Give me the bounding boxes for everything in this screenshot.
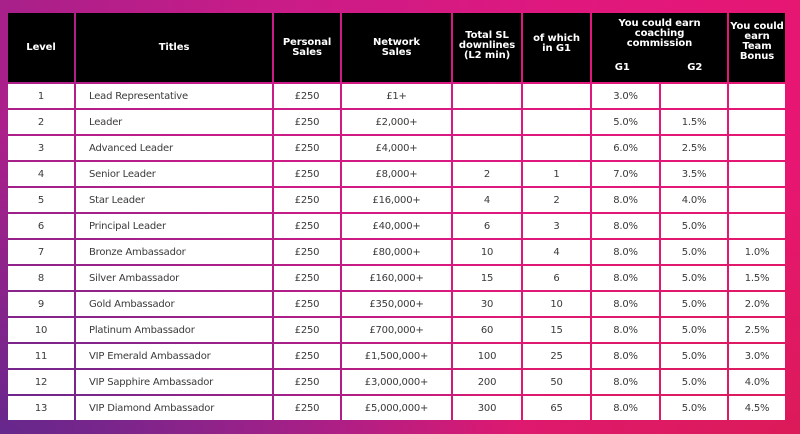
cell-total-sl: 200: [453, 370, 521, 394]
cell-network-sales: £5,000,000+: [342, 396, 451, 420]
header-g2: G2: [687, 62, 703, 73]
cell-total-sl: [453, 136, 521, 160]
cell-team-bonus: [729, 214, 785, 238]
header-coaching-label: You could earn coaching commission: [618, 18, 701, 49]
cell-level: 12: [8, 370, 74, 394]
cell-network-sales: £1,500,000+: [342, 344, 451, 368]
header-personal-sales: [274, 13, 340, 82]
table-row: [8, 292, 785, 316]
cell-personal-sales: £250: [274, 266, 340, 290]
cell-personal-sales: £250: [274, 162, 340, 186]
cell-personal-sales: £250: [274, 136, 340, 160]
cell-g2-commission: 2.5%: [661, 136, 727, 160]
cell-personal-sales: £250: [274, 110, 340, 134]
cell-total-sl: [453, 84, 521, 108]
cell-level: 10: [8, 318, 74, 342]
cell-network-sales: £700,000+: [342, 318, 451, 342]
cell-team-bonus: 4.5%: [729, 396, 785, 420]
cell-total-sl: 10: [453, 240, 521, 264]
table-row: [8, 318, 785, 342]
cell-network-sales: £2,000+: [342, 110, 451, 134]
cell-personal-sales: £250: [274, 84, 340, 108]
header-in-g1-label: of which in G1: [533, 32, 580, 54]
header-in-g1: [523, 13, 590, 82]
cell-team-bonus: [729, 110, 785, 134]
cell-team-bonus: [729, 188, 785, 212]
coaching-subheaders: [592, 63, 727, 73]
cell-network-sales: £350,000+: [342, 292, 451, 316]
cell-g1-commission: 8.0%: [592, 370, 659, 394]
header-network-sales: [342, 13, 451, 82]
cell-team-bonus: 4.0%: [729, 370, 785, 394]
cell-title: Leader: [76, 110, 272, 134]
cell-in-g1: 65: [523, 396, 590, 420]
cell-network-sales: £16,000+: [342, 188, 451, 212]
cell-level: 3: [8, 136, 74, 160]
cell-g2-commission: 5.0%: [661, 292, 727, 316]
cell-g1-commission: 8.0%: [592, 214, 659, 238]
cell-title: VIP Emerald Ambassador: [76, 344, 272, 368]
cell-g1-commission: 8.0%: [592, 396, 659, 420]
cell-level: 1: [8, 84, 74, 108]
career-levels-table: [6, 11, 787, 422]
cell-g2-commission: 5.0%: [661, 370, 727, 394]
cell-g1-commission: 8.0%: [592, 292, 659, 316]
cell-team-bonus: 2.0%: [729, 292, 785, 316]
cell-title: Silver Ambassador: [76, 266, 272, 290]
cell-title: Advanced Leader: [76, 136, 272, 160]
cell-g1-commission: 5.0%: [592, 110, 659, 134]
table-row: [8, 240, 785, 264]
cell-title: Lead Representative: [76, 84, 272, 108]
cell-level: 9: [8, 292, 74, 316]
cell-title: Principal Leader: [76, 214, 272, 238]
cell-g1-commission: 8.0%: [592, 318, 659, 342]
cell-in-g1: 4: [523, 240, 590, 264]
cell-team-bonus: 2.5%: [729, 318, 785, 342]
table-row: [8, 136, 785, 160]
header-team-bonus: [729, 13, 785, 82]
cell-g2-commission: 5.0%: [661, 396, 727, 420]
cell-title: Gold Ambassador: [76, 292, 272, 316]
cell-in-g1: [523, 110, 590, 134]
cell-team-bonus: [729, 84, 785, 108]
header-g1: G1: [614, 62, 630, 73]
cell-team-bonus: [729, 136, 785, 160]
cell-personal-sales: £250: [274, 214, 340, 238]
cell-in-g1: 6: [523, 266, 590, 290]
cell-network-sales: £80,000+: [342, 240, 451, 264]
cell-g2-commission: 5.0%: [661, 318, 727, 342]
cell-team-bonus: 1.0%: [729, 240, 785, 264]
cell-network-sales: £40,000+: [342, 214, 451, 238]
cell-personal-sales: £250: [274, 396, 340, 420]
header-level: Level: [8, 13, 74, 82]
table-row: [8, 344, 785, 368]
cell-level: 6: [8, 214, 74, 238]
cell-network-sales: £160,000+: [342, 266, 451, 290]
table-header: [8, 13, 785, 82]
cell-in-g1: [523, 136, 590, 160]
cell-network-sales: £4,000+: [342, 136, 451, 160]
cell-g1-commission: 8.0%: [592, 344, 659, 368]
cell-personal-sales: £250: [274, 292, 340, 316]
cell-personal-sales: £250: [274, 188, 340, 212]
cell-level: 2: [8, 110, 74, 134]
cell-level: 13: [8, 396, 74, 420]
table-row: [8, 84, 785, 108]
cell-total-sl: 30: [453, 292, 521, 316]
cell-g2-commission: 5.0%: [661, 240, 727, 264]
cell-team-bonus: [729, 162, 785, 186]
cell-personal-sales: £250: [274, 370, 340, 394]
table-row: [8, 214, 785, 238]
cell-in-g1: [523, 84, 590, 108]
cell-title: VIP Sapphire Ambassador: [76, 370, 272, 394]
table-row: [8, 396, 785, 420]
cell-title: Bronze Ambassador: [76, 240, 272, 264]
header-network-sales-label: Network Sales: [373, 36, 420, 58]
cell-in-g1: 2: [523, 188, 590, 212]
cell-g1-commission: 8.0%: [592, 188, 659, 212]
table-row: [8, 110, 785, 134]
cell-total-sl: 6: [453, 214, 521, 238]
cell-g2-commission: 1.5%: [661, 110, 727, 134]
cell-title: Star Leader: [76, 188, 272, 212]
table-body: [8, 84, 785, 420]
cell-total-sl: 4: [453, 188, 521, 212]
cell-network-sales: £3,000,000+: [342, 370, 451, 394]
cell-level: 5: [8, 188, 74, 212]
cell-total-sl: [453, 110, 521, 134]
cell-g2-commission: 5.0%: [661, 344, 727, 368]
cell-title: Senior Leader: [76, 162, 272, 186]
cell-g2-commission: [661, 84, 727, 108]
cell-g2-commission: 5.0%: [661, 266, 727, 290]
cell-total-sl: 60: [453, 318, 521, 342]
table-row: [8, 266, 785, 290]
cell-level: 8: [8, 266, 74, 290]
cell-personal-sales: £250: [274, 240, 340, 264]
table-row: [8, 370, 785, 394]
cell-in-g1: 10: [523, 292, 590, 316]
cell-total-sl: 2: [453, 162, 521, 186]
cell-total-sl: 300: [453, 396, 521, 420]
header-titles: Titles: [76, 13, 272, 82]
career-levels-table-wrapper: [8, 13, 785, 420]
cell-in-g1: 25: [523, 344, 590, 368]
cell-team-bonus: 1.5%: [729, 266, 785, 290]
cell-total-sl: 15: [453, 266, 521, 290]
cell-personal-sales: £250: [274, 344, 340, 368]
cell-network-sales: £8,000+: [342, 162, 451, 186]
cell-g1-commission: 8.0%: [592, 240, 659, 264]
cell-level: 11: [8, 344, 74, 368]
cell-g2-commission: 5.0%: [661, 214, 727, 238]
cell-in-g1: 3: [523, 214, 590, 238]
cell-title: VIP Diamond Ambassador: [76, 396, 272, 420]
cell-in-g1: 1: [523, 162, 590, 186]
cell-personal-sales: £250: [274, 318, 340, 342]
cell-level: 4: [8, 162, 74, 186]
header-team-bonus-label: You could earn Team Bonus: [730, 20, 784, 62]
cell-network-sales: £1+: [342, 84, 451, 108]
cell-in-g1: 50: [523, 370, 590, 394]
header-coaching-commission: [592, 13, 727, 82]
header-personal-sales-label: Personal Sales: [282, 36, 332, 58]
cell-g1-commission: 3.0%: [592, 84, 659, 108]
cell-title: Platinum Ambassador: [76, 318, 272, 342]
cell-total-sl: 100: [453, 344, 521, 368]
cell-g1-commission: 6.0%: [592, 136, 659, 160]
table-row: [8, 162, 785, 186]
cell-in-g1: 15: [523, 318, 590, 342]
cell-team-bonus: 3.0%: [729, 344, 785, 368]
cell-g2-commission: 3.5%: [661, 162, 727, 186]
cell-g2-commission: 4.0%: [661, 188, 727, 212]
header-total-sl-label: Total SL downlines (L2 min): [458, 29, 516, 61]
cell-level: 7: [8, 240, 74, 264]
cell-g1-commission: 7.0%: [592, 162, 659, 186]
header-total-sl-downlines: [453, 13, 521, 82]
table-row: [8, 188, 785, 212]
cell-g1-commission: 8.0%: [592, 266, 659, 290]
